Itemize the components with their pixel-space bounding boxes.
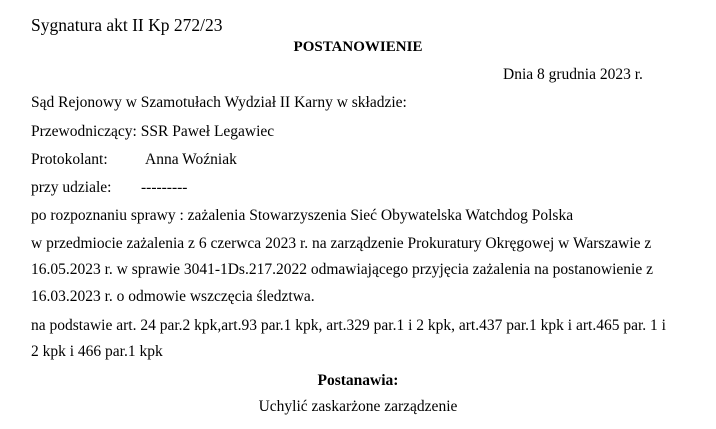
clerk-name: Anna Woźniak (145, 151, 237, 168)
clerk-line (31, 151, 237, 169)
ruling-heading: Postanawia: (317, 372, 399, 389)
body-line: 16.03.2023 r. o odmowie wszczęcia śledztwa. (31, 288, 315, 305)
case-signature: Sygnatura akt II Kp 272/23 (31, 15, 223, 35)
participation-label: przy udziale: (31, 179, 112, 196)
body-line: w przedmiocie zażalenia z 6 czerwca 2023 r. na zarządzenie Prokuratury Okręgowej w Warszawie z (31, 235, 652, 252)
body-line: 16.05.2023 r. w sprawie 3041-1Ds.217.2022 odmawiającego przyjęcia zażalenia na postanowienie z (31, 261, 653, 278)
court-composition-line: Sąd Rejonowy w Szamotułach Wydział II Karny w składzie: (31, 94, 407, 111)
participation-value: --------- (141, 179, 188, 196)
case-description-line: po rozpoznaniu sprawy : zażalenia Stowarzyszenia Sieć Obywatelska Watchdog Polska (31, 207, 574, 224)
presiding-judge-line: Przewodniczący: SSR Paweł Legawiec (31, 123, 275, 140)
clerk-label: Protokolant: (31, 151, 108, 168)
legal-basis-line: na podstawie art. 24 par.2 kpk,art.93 par.1 kpk, art.329 par.1 i 2 kpk, art.437 par.1 kpk i art.465 par. 1 i (31, 317, 666, 334)
legal-basis-line: 2 kpk i 466 par.1 kpk (31, 343, 163, 360)
document-date: Dnia 8 grudnia 2023 r. (503, 66, 643, 83)
ruling-text: Uchylić zaskarżone zarządzenie (258, 398, 458, 415)
document-title: POSTANOWIENIE (293, 39, 423, 55)
participation-line (31, 179, 187, 197)
